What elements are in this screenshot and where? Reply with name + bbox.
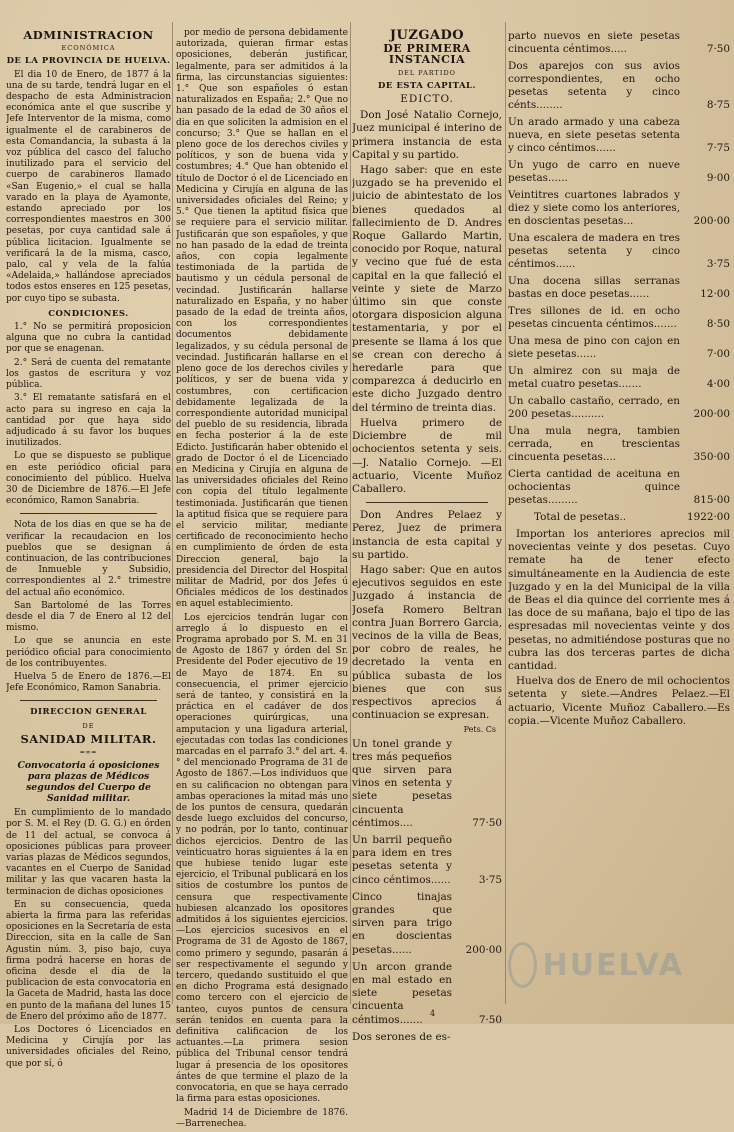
paragraph: Hago saber: Que en autos ejecutivos seguidos en este Juzgado á instancia de Josefa Romero Beltran contra Juan Borrero Garcia, vecinos de la villa de Beas, por cobro de reales, he decretado la venta en pública subasta de los bienes que con sus respectivos aprecios á continuacion se expresan. xyxy=(352,563,502,722)
item-amount: 815·00 xyxy=(693,494,730,506)
item-list xyxy=(352,738,502,1044)
amount-column-header: Pets. Cs xyxy=(463,725,496,735)
divider xyxy=(366,502,488,503)
paragraph: 2.° Será de cuenta del rematante los gastos de escritura y voz pública. xyxy=(6,357,171,391)
list-item xyxy=(508,425,730,464)
section-heading: JUZGADO xyxy=(389,28,465,43)
section-subheading: DE xyxy=(82,721,95,730)
paragraph: Huelva dos de Enero de mil ochocientos setenta y siete.—Andres Pelaez.—El actuario, Vicente Muñoz Caballero.—Es copia.—Vicente Muñoz Caballero. xyxy=(508,675,730,727)
item-amount: 7·00 xyxy=(706,348,730,360)
list-item xyxy=(352,1031,502,1044)
list-item xyxy=(508,159,730,185)
paragraph: Madrid 14 de Diciembre de 1876. —Barrenechea. xyxy=(176,1107,348,1129)
item-description: Un yugo de carro en nueve pesetas...... xyxy=(508,159,680,184)
section-subheading: DEL PARTIDO xyxy=(397,68,457,77)
list-item xyxy=(508,60,730,112)
item-description: Un caballo castaño, cerrado, en 200 pesetas.......... xyxy=(508,395,680,420)
divider xyxy=(20,700,157,701)
item-description: Dos serones de es- xyxy=(352,1030,451,1043)
column-rule xyxy=(505,22,506,1004)
item-description: Un arado armado y una cabeza nueva, en siete pesetas setenta y cinco céntimos...... xyxy=(508,116,680,154)
paragraph: Los ejercicios tendrán lugar con arreglo á lo dispuesto en el Programa aprobado por S. M. en 31 de Agosto de 1867 y órden del Sr. Presidente del Poder ejecutivo de 19 de Mayo de 1874. En su consecuencia, el primer ejercicio será de tanteo, y consistirá en la práctica en el cadáver de dos operaciones quirúrgicas, una amputacion y una ligadura arterial, ejecutadas con todas las condiciones marcadas en el parrafo 3.° del art. 4.° del mencionado Programa de 31 de Agosto de 1867.—Los individuos que en su calificacion no obtengan para ambas operaciones la mitad más uno de los puntos de censura, quedarán desde luego excluidos del concurso, y no podrán, por lo tanto, continuar dichos ejercicios. Dentro de las veinticuatro horas siguientes á la en que hubiese tenido lugar este ejercicio, el Tribunal publicará en los sitios de costumbre los puntos de censura que respectivamente hubiesen alcanzado los opositores admitidos á los siguientes ejercicios.—Los ejercicios sucesivos en el Programa de 31 de Agosto de 1867, como primero y segundo, pasarán á ser respectivamente el segundo y tercero, quedando sustituido el que en dicho Programa está designado como tercero con el ejercicio de tanteo, cuyos puntos de censura serán tenidos en cuenta para la definitiva calificacion de los actuantes.—La primera sesion pública del Tribunal censor tendrá lugar á presencia de los opositores ántes de que termine el plazo de la convocatoria, en que se haya cerrado la firma para estas oposiciones. xyxy=(176,612,348,1105)
paragraph: San Bartolomé de las Torres desde el dia 7 de Enero al 12 del mismo. xyxy=(6,600,171,634)
section-subheading: DE LA PROVINCIA DE HUELVA. xyxy=(6,56,171,67)
paragraph: 1.° No se permitirá proposicion alguna que no cubra la cantidad por que se enagenan. xyxy=(6,322,171,355)
item-description: Tres sillones de id. en ocho pesetas cincuenta céntimos....... xyxy=(508,305,680,330)
section-heading: SANIDAD MILITAR. xyxy=(20,731,157,746)
paragraph: Lo que se dispuesto se publique en este periódico oficial para conocimiento del público. Huelva 30 de Diciembre de 1876.—El Jefe económico, Ramon Sanabria. xyxy=(6,451,171,507)
watermark-stamp xyxy=(508,942,684,988)
item-amount: 350·00 xyxy=(693,451,730,463)
list-item xyxy=(508,232,730,271)
list-item xyxy=(508,305,730,331)
item-amount: 12·00 xyxy=(700,288,730,300)
paragraph: Los Doctores ó Licenciados en Medicina y Cirujía por las universidades oficiales del Reino, que por sí, ó xyxy=(6,1025,171,1069)
page-number: 4 xyxy=(430,1009,436,1018)
paragraph: En su consecuencia, queda abierta la firma para las referidas oposiciones en la Secretaría de esta Direccion, sita en la calle de San Agustin núm. 3, piso bajo, cuya firma podrá hacerse en horas de oficina desde el dia de la publicacion de esta convocatoria en la Gaceta de Madrid, hasta las doce en punto de la mañana del lunes 15 de Enero del próximo año de 1877. xyxy=(6,899,171,1022)
item-description: Veintitres cuartones labrados y diez y siete como los anteriores, en doscientas pesetas... xyxy=(508,189,680,227)
paragraph: Don Andres Pelaez y Perez, Juez de primera instancia de esta capital y su partido. xyxy=(352,509,502,561)
paragraph: por medio de persona debidamente autorizada, quieran firmar estas oposiciones, deberán justificar, legalmente, para ser admitidos á la firma, las circunstancias siguientes: 1.° Que son españoles ó estan naturalizados en España; 2.° Que no han pasado de la edad de 30 años el dia en que soliciten la admision en el concurso; 3.° Que se hallan en el pleno goce de los derechos civiles y políticos, y son de buena vida y costumbres; 4.° Que han obtenido el título de Doctor ó el de Licenciado en Medicina y Cirujía en alguna de las universidades oficiales del Reino; y 5.° Que tienen la aptitud física que se requiere para el servicio militar. Justificarán que son españoles, y que no han pasado de la edad de treinta años, con copia legalmente testimoniada de la partida de bautismo y un cédula personal de vecindad. Justificarán hallarse naturalizado en España, y no haber pasado de la edad de treinta años, con los correspondientes documentos debidamente legalizados, y su cédula personal de vecindad. Justificarán hallarse en el pleno goce de los derechos civiles y políticos, y ser de buena vida y costumbres, con certificacion debidamente legalizada de la correspondiente autoridad municipal del pueblo de su residencia, librada en fecha posterior á la de este Edicto. Justificarán haber obtenido el grado de Doctor ó el de Licenciado en Medicina y Cirujía en alguna de las universidades oficiales del Reino con copia del título legalmente testimoniada. Justificarán que tienen la aptitud física que se requiere para el servicio militar, mediante certificado de reconocimiento hecho en cumplimiento de órden de esta Direccion general, bajo la presidencia del Director del Hospital militar de Madrid, por dos Jefes ú Oficiales médicos de los destinados en aquel establecimiento. xyxy=(176,28,348,610)
column-rule xyxy=(172,22,173,1004)
list-item xyxy=(508,335,730,361)
watermark-text: HUELVA xyxy=(542,947,684,983)
paragraph: Huelva 5 de Enero de 1876.—El Jefe Económico, Ramon Sanabria. xyxy=(6,671,171,694)
item-amount: 200·00 xyxy=(465,943,502,956)
list-item xyxy=(352,891,502,957)
paragraph: Hago saber: que en este juzgado se ha prevenido el juicio de abintestato de los bienes quedados al fallecimiento de D. Andres Roque Gallardo Martin, conocido por Roque, natural y vecino que fué de esta capital en la que falleció el veinte y siete de Marzo último sin que conste otorgara disposicion alguna testamentaria, y por el presente se llama á los que se crean con derecho á heredarle para que comparezca á deducirlo en este dicho Juzgado dentro del término de treinta dias. xyxy=(352,164,502,414)
paragraph: En cumplimiento de lo mandado por S. M. el Rey (D. G. G.) en órden de 11 del actual, se convoca á oposiciones públicas para proveer varias plazas de Médicos segundos, vacantes en el Cuerpo de Sanidad militar y las que vacaren hasta la terminacion de dichas oposiciones xyxy=(6,808,171,897)
seal-icon xyxy=(508,942,537,988)
list-item xyxy=(508,365,730,391)
item-amount: 7·50 xyxy=(706,43,730,55)
section-subheading: DE ESTA CAPITAL. xyxy=(378,80,476,91)
item-description: parto nuevos en siete pesetas cincuenta céntimos..... xyxy=(508,30,680,55)
section-heading: DE PRIMERA INSTANCIA xyxy=(383,42,471,67)
paragraph: El dia 10 de Enero, de 1877 á la una de su tarde, tendrá lugar en el despacho de esta Administracion económica ante el que suscribe y Jefe Interventor de la misma, como igualmente el de carabineros de esta Comandancia, la subasta á la voz pública del casco del falucho inutilizado para el servicio del cuerpo de carabineros llamado «San Eugenio,» el cual se halla varado en la playa de Ayamonte, estando apreciado por los correspondientes maestros en 300 pesetas, por cuya cantidad sale á pública licitacion. Igualmente se verificará la de la misma, casco, palo, cal y vela de la falúa «Adelaida,» hallándose apreciados todos estos enseres en 125 pesetas, por cuyo tipo se subasta. xyxy=(6,69,171,304)
column-2 xyxy=(176,28,348,1132)
section-heading: DIRECCION GENERAL xyxy=(30,707,147,718)
divider xyxy=(20,513,157,514)
ornament: ═∞═ xyxy=(80,747,97,756)
paragraph: 3.° El rematante satisfará en el acto para su ingreso en caja la cantidad por que haya sido adjudicado á su favor los buques inutilizados. xyxy=(6,393,171,449)
item-amount: 4·00 xyxy=(706,378,730,390)
list-item xyxy=(508,30,730,56)
list-item xyxy=(508,116,730,155)
list-item xyxy=(508,189,730,228)
item-description: Una docena sillas serranas bastas en doce pesetas...... xyxy=(508,275,680,300)
item-description: Una escalera de madera en tres pesetas setenta y cinco céntimos...... xyxy=(508,232,680,270)
item-amount: 7·50 xyxy=(478,1013,502,1026)
item-description: Un almirez con su maja de metal cuatro pesetas....... xyxy=(508,365,680,390)
total-amount: 1922·00 xyxy=(687,511,730,523)
item-description: Un tonel grande y tres más pequeños que sirven para vinos en setenta y siete pesetas cincuenta céntimos.... xyxy=(352,737,452,829)
item-amount: 7·75 xyxy=(706,142,730,154)
column-4 xyxy=(508,28,730,730)
total-row xyxy=(508,511,730,524)
paragraph: Importan los anteriores aprecios mil novecientas veinte y dos pesetas. Cuyo remate ha de tener efecto simultáneamente en la Audiencia de este Juzgado y en la del Municipal de la villa de Beas el dia quince del corriente mes á las doce de su mañana, bajo el tipo de las espresadas mil novecientas veinte y dos pesetas, no admitiéndose posturas que no cubra las dos terceras partes de dicha cantidad. xyxy=(508,528,730,673)
section-subheading: ECONÓMICA xyxy=(61,44,116,53)
column-3 xyxy=(352,28,502,1048)
item-description: Una mesa de pino con cajon en siete pesetas...... xyxy=(508,335,680,360)
edicto-heading: EDICTO. xyxy=(400,93,454,106)
item-amount: 3·75 xyxy=(706,258,730,270)
item-description: Cierta cantidad de aceituna en ochocientas quince pesetas......... xyxy=(508,468,680,506)
list-item xyxy=(352,738,502,830)
notice-title: Convocatoria á oposiciones para plazas de Médicos segundos del Cuerpo de Sanidad militar. xyxy=(17,760,160,805)
section-heading: ADMINISTRACION xyxy=(23,28,154,42)
paragraph: Don José Natalio Cornejo, Juez municipal é interino de primera instancia de esta Capital y su partido. xyxy=(352,109,502,161)
item-amount: 3·75 xyxy=(478,873,502,886)
list-item xyxy=(508,275,730,301)
column-1 xyxy=(6,28,171,1072)
paragraph: Nota de los dias en que se ha de verificar la recaudacion en los pueblos que se designan á continuacion, de las contribuciones de Inmueble y Subsidio, correspondientes al 2.° trimestre del actual año económico. xyxy=(6,520,171,598)
item-amount: 8·75 xyxy=(706,99,730,111)
list-item xyxy=(508,468,730,507)
item-amount: 200·00 xyxy=(693,215,730,227)
item-description: Cinco tinajas grandes que sirven para trigo en doscientas pesetas...... xyxy=(352,890,452,956)
item-amount: 200·00 xyxy=(693,408,730,420)
item-amount: 8·50 xyxy=(706,318,730,330)
item-description: Un barril pequeño para idem en tres pesetas setenta y cinco céntimos...... xyxy=(352,833,452,886)
item-amount: 77·50 xyxy=(472,816,502,829)
list-item xyxy=(352,834,502,887)
section-heading: CONDICIONES. xyxy=(48,308,129,319)
list-item xyxy=(508,395,730,421)
paragraph: Lo que se anuncia en este periódico oficial para conocimiento de los contribuyentes. xyxy=(6,636,171,669)
column-rule xyxy=(350,22,351,1004)
item-description: Dos aparejos con sus avios correspondientes, en ocho pesetas setenta y cinco cénts........ xyxy=(508,60,680,111)
total-label: Total de pesetas.. xyxy=(534,511,627,523)
item-description: Una mula negra, tambien cerrada, en trescientas cincuenta pesetas.... xyxy=(508,425,680,463)
item-amount: 9·00 xyxy=(706,172,730,184)
list-item xyxy=(352,961,502,1027)
item-list xyxy=(508,30,730,507)
paragraph: Huelva primero de Diciembre de mil ochocientos setenta y seis.—J. Natalio Cornejo. —El actuario, Vicente Muñoz Caballero. xyxy=(352,416,502,495)
item-description: Un arcon grande en mal estado en siete pesetas cincuenta céntimos....... xyxy=(352,960,452,1026)
